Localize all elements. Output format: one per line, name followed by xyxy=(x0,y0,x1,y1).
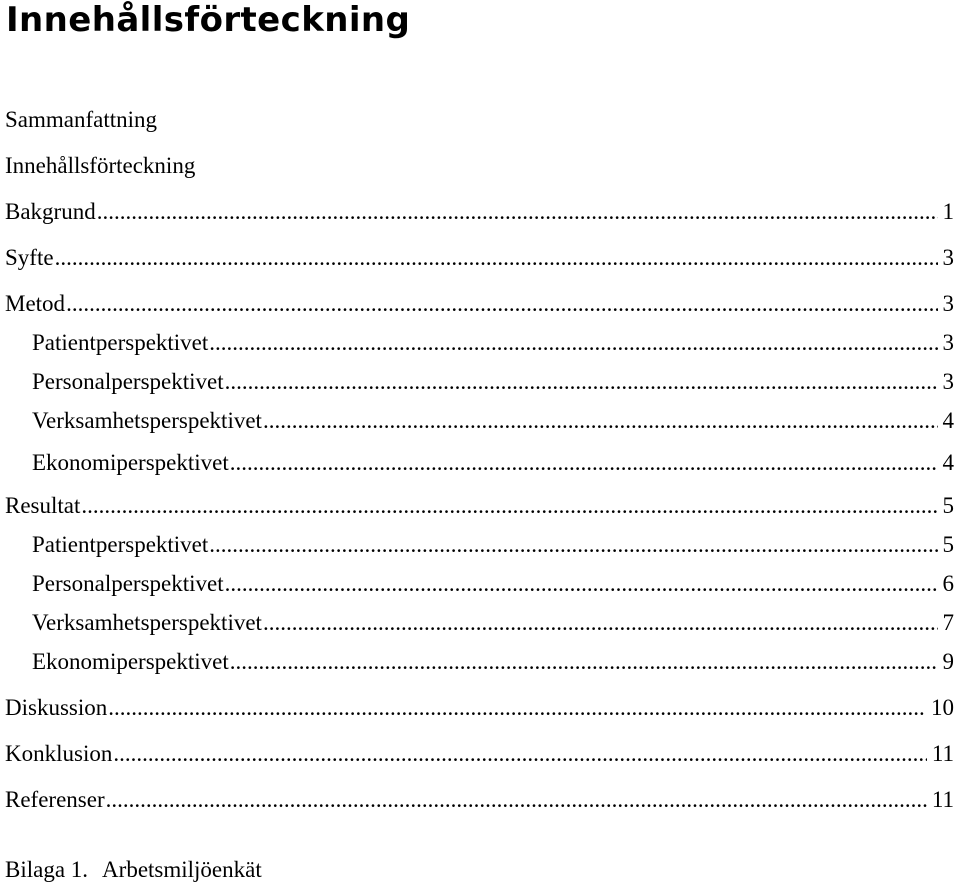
appendix-label: Bilaga 1. xyxy=(5,857,89,882)
toc-entry-page: 7 xyxy=(942,610,954,635)
toc-leader-dots xyxy=(113,740,927,768)
toc-entry xyxy=(5,244,954,272)
toc-entry-label: Patientperspektivet xyxy=(32,532,209,557)
toc-intro-summary: Sammanfattning xyxy=(5,107,158,132)
toc-leader-dots xyxy=(230,648,938,676)
toc-entry-page: 5 xyxy=(942,532,954,557)
toc-entry-page: 4 xyxy=(942,408,954,433)
toc-entry-label: Konklusion xyxy=(5,741,113,766)
toc-entry-label: Ekonomiperspektivet xyxy=(32,450,229,475)
toc-entry-label: Verksamhetsperspektivet xyxy=(32,610,262,635)
toc-subentry xyxy=(32,329,954,357)
toc-leader-dots xyxy=(263,407,938,435)
toc-entry-label: Personalperspektivet xyxy=(32,369,224,394)
toc-entry-page: 9 xyxy=(942,649,954,674)
toc-leader-dots xyxy=(55,244,938,272)
toc-subentry xyxy=(32,368,954,396)
toc-leader-dots xyxy=(209,531,937,559)
toc-entry-label: Ekonomiperspektivet xyxy=(32,649,229,674)
toc-entry-page: 3 xyxy=(942,330,954,355)
document-heading: Innehållsförteckning xyxy=(6,0,411,40)
toc-entry-label: Referenser xyxy=(5,787,105,812)
toc-entry-label: Diskussion xyxy=(5,695,108,720)
toc-entry-label: Metod xyxy=(5,291,66,316)
toc-leader-dots xyxy=(209,329,937,357)
toc-entry-page: 3 xyxy=(942,245,954,270)
toc-entry-page: 1 xyxy=(942,199,954,224)
toc-subentry xyxy=(32,648,954,676)
toc-entry-label: Bakgrund xyxy=(5,199,96,224)
toc-leader-dots xyxy=(66,290,937,318)
toc-entry xyxy=(5,694,954,722)
toc-subentry xyxy=(32,570,954,598)
toc-entry-page: 11 xyxy=(931,787,954,812)
toc-leader-dots xyxy=(263,609,938,637)
toc-entry-page: 10 xyxy=(931,695,954,720)
toc-leader-dots xyxy=(230,449,938,477)
toc-entry xyxy=(5,740,954,768)
toc-entry-page: 3 xyxy=(942,369,954,394)
toc-subentry xyxy=(32,407,954,435)
toc-leader-dots xyxy=(81,492,937,520)
toc-entry-label: Personalperspektivet xyxy=(32,571,224,596)
toc-entry-page: 6 xyxy=(942,571,954,596)
toc-entry-page: 4 xyxy=(942,450,954,475)
toc-entry-label: Verksamhetsperspektivet xyxy=(32,408,262,433)
toc-subentry xyxy=(32,609,954,637)
toc-entry xyxy=(5,786,954,814)
toc-entry-page: 5 xyxy=(942,493,954,518)
toc-intro-contents: Innehållsförteckning xyxy=(5,153,196,178)
toc-leader-dots xyxy=(225,570,938,598)
toc-entry-page: 3 xyxy=(942,291,954,316)
toc-leader-dots xyxy=(97,198,938,226)
toc-leader-dots xyxy=(108,694,926,722)
appendix-line xyxy=(5,856,262,884)
toc-entry xyxy=(5,492,954,520)
toc-leader-dots xyxy=(106,786,927,814)
toc-leader-dots xyxy=(225,368,938,396)
toc-entry xyxy=(5,290,954,318)
toc-entry-label: Resultat xyxy=(5,493,81,518)
toc-subentry xyxy=(32,449,954,477)
toc-entry-label: Patientperspektivet xyxy=(32,330,209,355)
appendix-title: Arbetsmiljöenkät xyxy=(102,857,262,882)
toc-entry-label: Syfte xyxy=(5,245,54,270)
toc-entry-page: 11 xyxy=(931,741,954,766)
toc-subentry xyxy=(32,531,954,559)
toc-entry xyxy=(5,198,954,226)
